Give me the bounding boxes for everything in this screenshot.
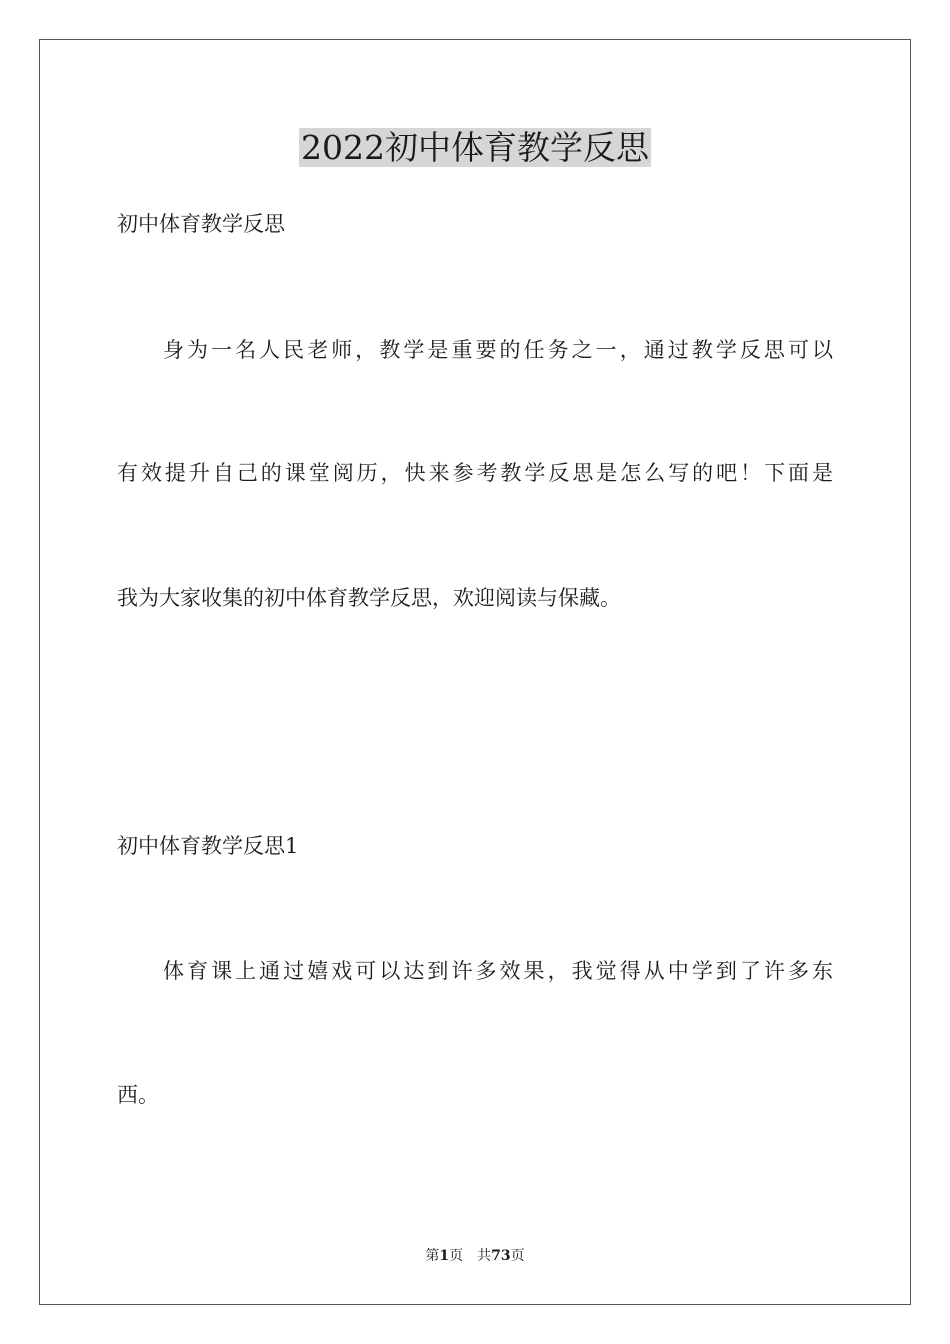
page-prefix: 第 [425, 1248, 440, 1264]
page-footer [0, 1246, 950, 1266]
page-current: 1 [439, 1248, 450, 1264]
document-title-text: 2022初中体育教学反思 [301, 128, 649, 167]
section1-line-2: 西。 [117, 1083, 159, 1107]
document-title [0, 126, 950, 170]
document-heading: 初中体育教学反思 [117, 212, 285, 236]
total-prefix: 共 [477, 1248, 492, 1264]
page-suffix: 页 [449, 1248, 464, 1264]
intro-line-3: 我为大家收集的初中体育教学反思，欢迎阅读与保藏。 [117, 586, 621, 610]
intro-line-2: 有效提升自己的课堂阅历，快来参考教学反思是怎么写的吧！下面是 [117, 461, 833, 485]
total-suffix: 页 [510, 1248, 525, 1264]
intro-line-1: 身为一名人民老师，教学是重要的任务之一，通过教学反思可以 [163, 338, 833, 362]
page-total: 73 [491, 1248, 511, 1264]
section-heading-1: 初中体育教学反思1 [117, 834, 299, 858]
section1-line-1: 体育课上通过嬉戏可以达到许多效果，我觉得从中学到了许多东 [163, 959, 833, 983]
